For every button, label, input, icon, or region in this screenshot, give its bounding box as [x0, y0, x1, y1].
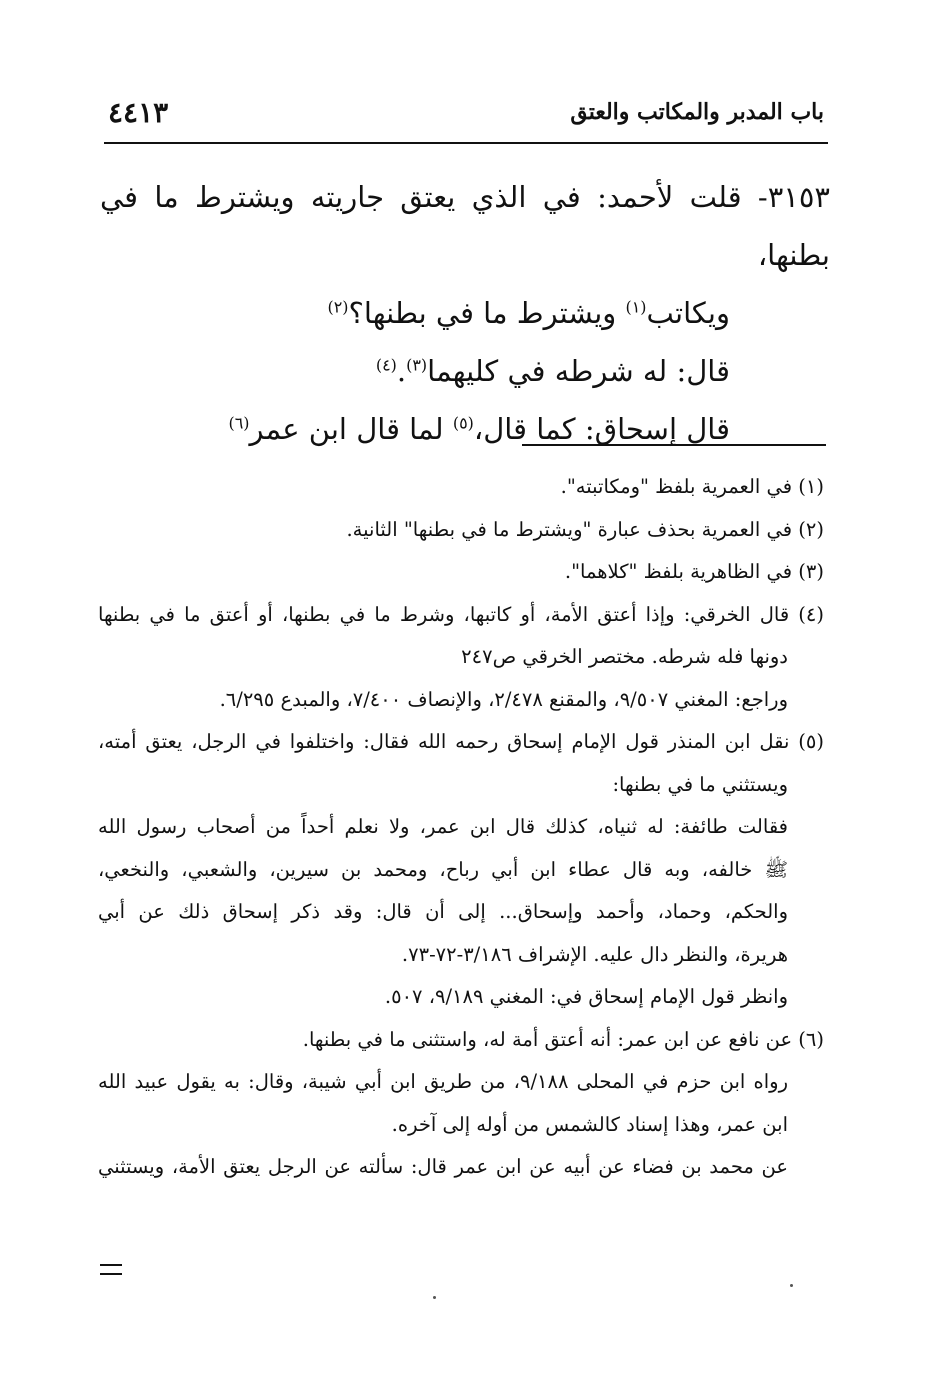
answer-line-2: قال إسحاق: كما قال،$^{(٥)}$ لما قال ابن عمر$^{(٦)}$	[228, 412, 730, 446]
question-line-2: ويكاتب$^{(١)}$ ويشترط ما في بطنها؟$^{(٢)}$	[327, 296, 730, 330]
footnote-3: (٣) في الظاهرية بلفظ "كلاهما".	[564, 560, 824, 583]
main-text	[100, 168, 830, 458]
footnote-4-line-1: (٤) قال الخرقي: وإذا أعتق الأمة، أو كاتبها، وشرط ما في بطنها، أو أعتق ما في بطنها	[98, 602, 824, 626]
footnote-ref-3: (٣)	[406, 355, 428, 375]
footnote-5-line-6: هريرة، والنظر دال عليه. الإشراف ٣/١٨٦-٧٢-٧٣.	[401, 942, 788, 966]
footnote-ref-4: (٤)	[375, 355, 397, 375]
page-number: ٤٤١٣	[108, 95, 169, 129]
footnote-6-line-2: رواه ابن حزم في المحلى ٩/١٨٨، من طريق ابن أبي شيبة، وقال: به يقول عبيد الله	[98, 1070, 788, 1093]
question-line-1: ٣١٥٣- قلت لأحمد: في الذي يعتق جاريته ويشترط ما في بطنها،	[100, 180, 830, 272]
footnote-5-line-2: ويستثني ما في بطنها:	[612, 772, 788, 796]
header-rule	[104, 142, 828, 144]
footnote-5-line-1: (٥) نقل ابن المنذر قول الإمام إسحاق رحمه الله فقال: واختلفوا في الرجل، يعتق أمته،	[98, 730, 824, 753]
footnote-1: (١) في العمرية بلفظ "ومكاتبته".	[560, 475, 824, 498]
chapter-title: باب المدبر والمكاتب والعتق	[570, 99, 824, 125]
answer-line-1: قال: له شرطه في كليهما$^{(٣)}$.$^{(٤)}$	[375, 354, 730, 388]
footnote-ref-5: (٥)	[452, 413, 474, 433]
footnote-5-line-5: والحكم، وحماد، وأحمد وإسحاق... إلى أن قال: وقد ذكر إسحاق ذلك عن أبي	[98, 900, 788, 923]
footnote-2: (٢) في العمرية بحذف عبارة "ويشترط ما في بطنها" الثانية.	[346, 517, 824, 541]
footnote-6-line-4: عن محمد بن فضاء عن أبيه عن ابن عمر قال: سألته عن الرجل يعتق الأمة، ويستثني	[98, 1155, 788, 1178]
footnote-ref-2: (٢)	[327, 297, 349, 317]
footnote-6-line-1: (٦) عن نافع عن ابن عمر: أنه أعتق أمة له، واستثنى ما في بطنها.	[302, 1027, 824, 1051]
footnote-5-line-3: فقالت طائفة: له ثنياه، كذلك قال ابن عمر، ولا نعلم أحداً من أصحاب رسول الله	[98, 815, 788, 838]
continuation-mark	[100, 1264, 122, 1275]
footnote-ref-1: (١)	[625, 297, 647, 317]
footnote-ref-6: (٦)	[228, 413, 250, 433]
footnote-separator	[522, 444, 826, 446]
footnote-6-line-3: ابن عمر، وهذا إسناد كالشمس من أوله إلى آخره.	[391, 1112, 788, 1136]
footnote-4-line-2: دونها فله شرطه. مختصر الخرقي ص٢٤٧	[461, 645, 788, 668]
running-header	[108, 88, 824, 136]
footnote-4-line-3: وراجع: المغني ٩/٥٠٧، والمقنع ٢/٤٧٨، والإنصاف ٧/٤٠٠، والمبدع ٦/٢٩٥.	[219, 687, 788, 711]
footnote-5-line-4: ﷺ خالفه، وبه قال عطاء ابن أبي رباح، ومحمد بن سيرين، والشعبي، والنخعي،	[98, 857, 788, 881]
footnote-5-line-7: وانظر قول الإمام إسحاق في: المغني ٩/١٨٩، ٥٠٧.	[384, 985, 788, 1008]
scan-speck	[433, 1296, 436, 1299]
scan-speck	[790, 1284, 793, 1287]
footnotes	[98, 466, 824, 1189]
